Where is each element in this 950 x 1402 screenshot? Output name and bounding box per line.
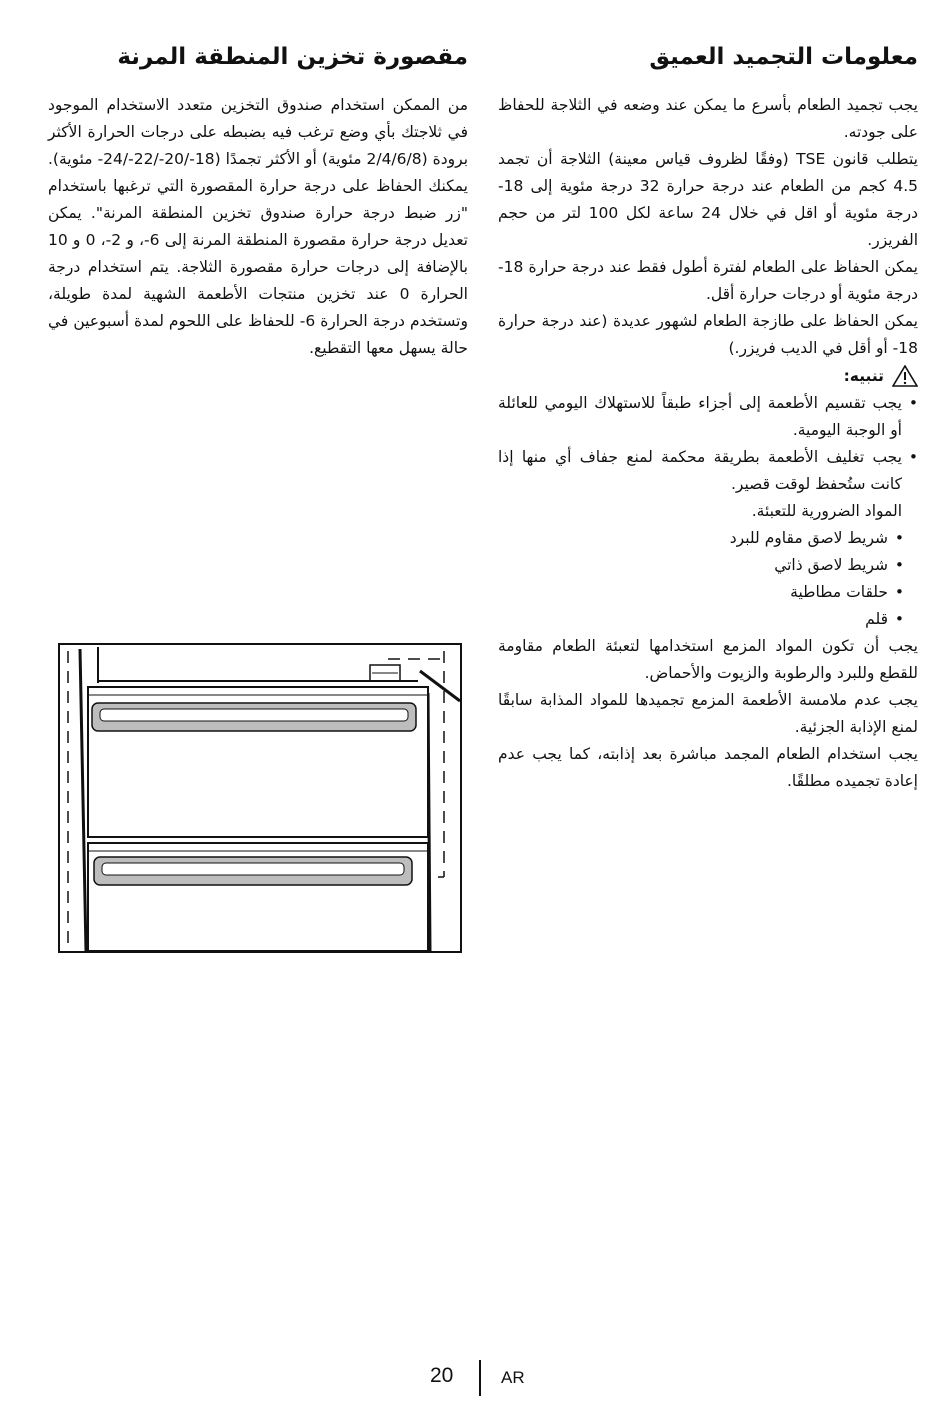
materials-item: • حلقات مطاطية xyxy=(498,579,918,606)
caution-list xyxy=(498,390,918,498)
freeze-paragraph-4: يمكن الحفاظ على طازجة الطعام لشهور عديدة (عند درجة حرارة 18- أو أقل في الديب فريزر.) xyxy=(498,312,918,357)
caution-bullet-2: • يجب تغليف الأطعمة بطريقة محكمة لمنع جفاف أي منها إذا كانت ستُحفظ لوقت قصير. xyxy=(498,444,918,498)
materials-item: • قلم xyxy=(498,606,918,633)
page-footer xyxy=(0,1358,950,1398)
caution-heading xyxy=(498,362,918,390)
footer-divider xyxy=(479,1360,481,1396)
language-code: AR xyxy=(501,1368,525,1387)
freeze-paragraph-2: يتطلب قانون TSE (وفقًا لظروف قياس معينة) الثلاجة أن تجمد 4.5 كجم من الطعام عند درجة حرارة 32 درجة مئوية إلى 18- درجة مئوية أو اقل في خلال 24 ساعة لكل 100 لتر من حجم الفريزر. xyxy=(498,150,919,249)
deep-freeze-title: معلومات التجميد العميق xyxy=(649,44,918,70)
materials-title: المواد الضرورية للتعبئة. xyxy=(751,502,902,520)
freeze-paragraph-6: يجب عدم ملامسة الأطعمة المزمع تجميدها للمواد المذابة سابقًا لمنع الإذابة الجزئية. xyxy=(498,691,918,736)
materials-item: • شريط لاصق ذاتي xyxy=(498,552,918,579)
flexi-zone-section xyxy=(48,40,468,362)
flexi-zone-title: مقصورة تخزين المنطقة المرنة xyxy=(117,44,468,70)
materials-list xyxy=(498,525,918,633)
flexi-zone-body: من الممكن استخدام صندوق التخزين متعدد الاستخدام الموجود في ثلاجتك بأي وضع ترغب فيه بضبطه على درجات الحرارة الأكثر برودة (2/4/6/8 مئوية) أو الأكثر تجمدًا (18-/20-/22-/24- مئوية). يمكنك الحفاظ على درجة حرارة المقصورة التي ترغبها باستخدام "زر ضبط درجة حرارة صندوق تخزين المنطقة المرنة". يمكن تعديل درجة حرارة مقصورة المنطقة المرنة إلى 6-، و 2-، 0 و 10 بالإضافة إلى درجات حرارة مقصورة الثلاجة. يتم استخدام درجة الحرارة 0 عند تخزين منتجات الأطعمة الشهية لمدة طويلة، وتستخدم درجة الحرارة 6- للحفاظ على اللحوم لمدة أسبوعين في حالة يسهل معها التقطيع. xyxy=(48,96,469,357)
deep-freeze-section xyxy=(498,40,918,795)
caution-label: تنبيه: xyxy=(843,367,884,385)
freeze-paragraph-1: يجب تجميد الطعام بأسرع ما يمكن عند وضعه في الثلاجة للحفاظ على جودته. xyxy=(498,96,918,141)
caution-bullet-1: • يجب تقسيم الأطعمة إلى أجزاء طبقاً للاستهلاك اليومي للعائلة أو الوجبة اليومية. xyxy=(498,390,918,444)
warning-icon xyxy=(892,365,918,387)
freeze-paragraph-3: يمكن الحفاظ على الطعام لفترة أطول فقط عند درجة حرارة 18- درجة مئوية أو درجات حرارة أقل. xyxy=(498,258,918,303)
freeze-paragraph-7: يجب استخدام الطعام المجمد مباشرة بعد إذابته، كما يجب عدم إعادة تجميده مطلقًا. xyxy=(498,745,918,790)
freeze-paragraph-5: يجب أن تكون المواد المزمع استخدامها لتعبئة الطعام مقاومة للقطع وللبرد والرطوبة والزيوت والأحماض. xyxy=(498,637,918,682)
materials-item: • شريط لاصق مقاوم للبرد xyxy=(498,525,918,552)
freezer-drawers-illustration xyxy=(58,643,462,953)
page-number: 20 xyxy=(430,1364,454,1387)
